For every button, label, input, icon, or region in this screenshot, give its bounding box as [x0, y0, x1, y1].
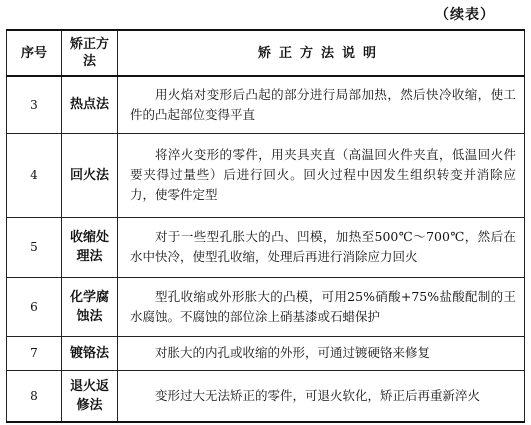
table-row [7, 217, 525, 277]
header-description: 矫正方法说明 [118, 30, 525, 76]
continued-label: （续表） [435, 7, 495, 23]
row-seq: 4 [7, 133, 62, 217]
table-row [7, 76, 525, 133]
row-seq: 3 [7, 76, 62, 133]
row-description: 型孔收缩或外形胀大的凸模，可用25%硝酸+75%盐酸配制的王水腐蚀。不腐蚀的部位涂上硝基漆或石蜡保护 [118, 277, 525, 336]
row-method: 镀铬法 [62, 336, 118, 370]
header-seq: 序号 [7, 30, 62, 76]
row-method: 回火法 [62, 133, 118, 217]
row-description: 用火焰对变形后凸起的部分进行局部加热，然后快冷收缩，使工件的凸起部位变得平直 [118, 76, 525, 133]
row-seq: 7 [7, 336, 62, 370]
row-description: 将淬火变形的零件，用夹具夹直（高温回火件夹直，低温回火件要夹得过量些）后进行回火。回火过程中因发生组织转变并消除应力，使零件定型 [118, 133, 525, 217]
row-description: 对胀大的内孔或收缩的外形，可通过镀硬铬来修复 [118, 336, 525, 370]
row-method: 收缩处理法 [62, 217, 118, 277]
correction-methods-table [6, 29, 525, 423]
table-row [7, 336, 525, 370]
table-header-row [7, 30, 525, 76]
row-method: 退火返修法 [62, 370, 118, 422]
header-method: 矫正方法 [62, 30, 118, 76]
row-seq: 5 [7, 217, 62, 277]
row-description: 变形过大无法矫正的零件，可退火软化，矫正后再重新淬火 [118, 370, 525, 422]
row-method: 化学腐蚀法 [62, 277, 118, 336]
table-row [7, 370, 525, 422]
table-row [7, 133, 525, 217]
table-row [7, 277, 525, 336]
row-method: 热点法 [62, 76, 118, 133]
row-description: 对于一些型孔胀大的凸、凹模，加热至500℃～700℃，然后在水中快冷，使型孔收缩，处理后再进行消除应力回火 [118, 217, 525, 277]
row-seq: 8 [7, 370, 62, 422]
row-seq: 6 [7, 277, 62, 336]
